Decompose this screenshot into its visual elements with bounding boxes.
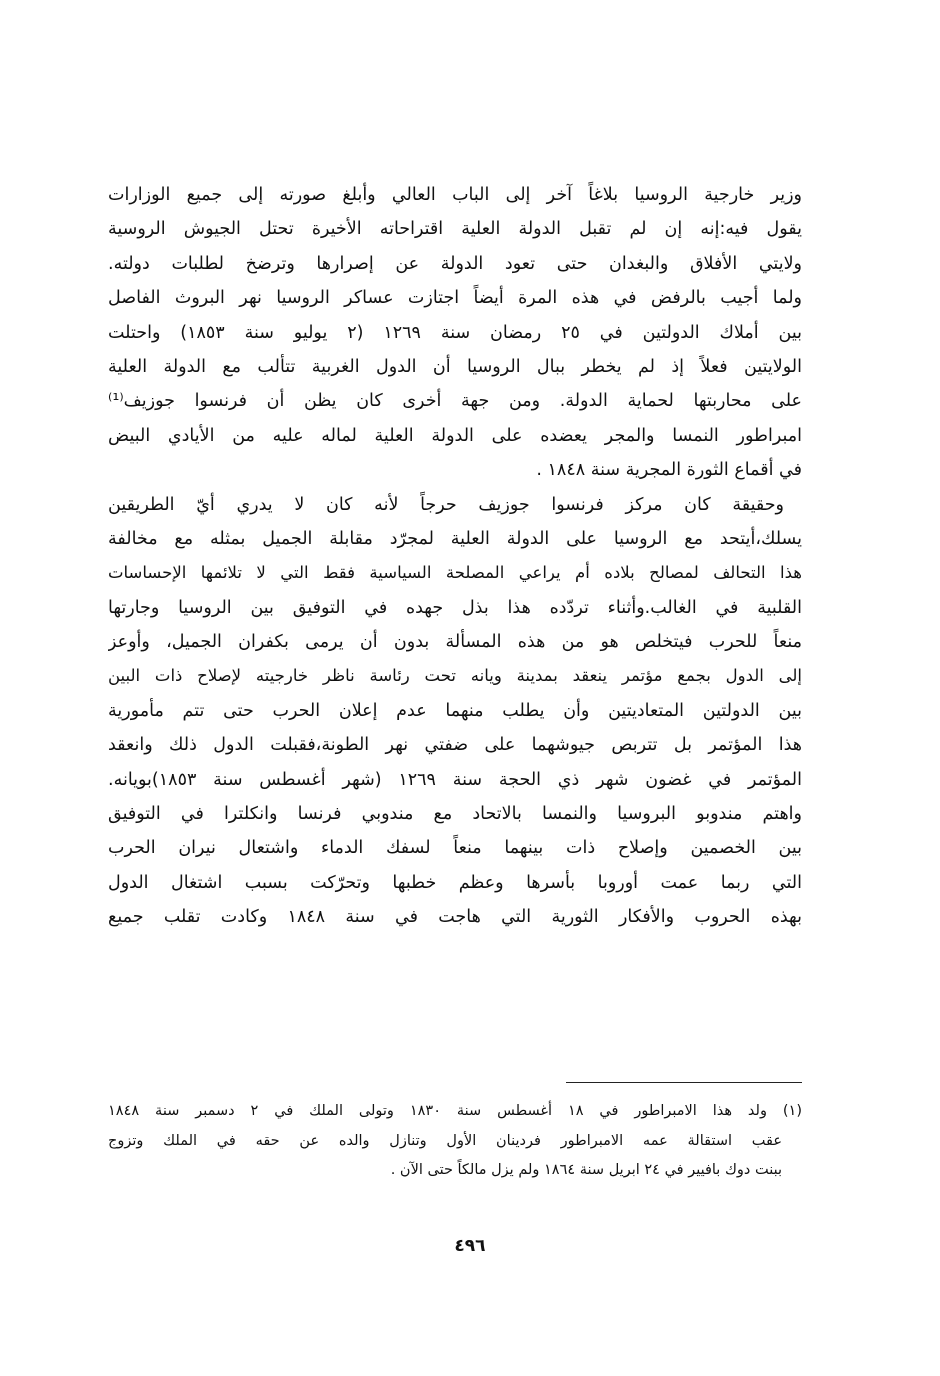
text-line: يقول فيه:إنه إن لم تقبل الدولة العلية اقتراحاته الأخيرة تحتل الجيوش الروسية	[108, 219, 802, 240]
text-line: بين الدولتين المتعاديتين وأن يطلب منهما عدم إعلان الحرب حتى تتم مأمورية	[108, 700, 802, 721]
footnotes	[108, 1097, 802, 1186]
text-line: منعاً للحرب فيتخلص هو من هذه المسألة بدون أن يرمى بكفران الجميل، وأوعز	[108, 632, 802, 653]
text-line: وحقيقة كان مركز فرنسوا جوزيف حرجاً لأنه كان لا يدري أيّ الطريقين	[108, 494, 784, 515]
text-line: ولما أجيب بالرفض في هذه المرة أيضاً اجتازت عساكر الروسيا نهر البروث الفاصل	[108, 288, 802, 309]
text-line: ولايتي الأفلاق والبغدان حتى تعود الدولة عن إصرارها وترضخ لطلبات دولته.	[108, 253, 802, 274]
text-line: الولايتين فعلاً إذ لم يخطر ببال الروسيا أن الدول الغربية تتألب مع الدولة العلية	[108, 356, 802, 377]
footnote-divider	[566, 1082, 802, 1083]
text-line: إلى الدول بجمع مؤتمر ينعقد بمدينة ويانه تحت رئاسة ناظر خارجيته لإصلاح ذات البين	[108, 666, 802, 686]
text-line: القلبية في الغالب.وأثناء تردّده هذا بذل جهده في التوفيق بين الروسيا وجارتها	[108, 597, 802, 618]
text-line: على محاربتها لحماية الدولة. ومن جهة أخرى كان يظن أن فرنسوا جوزيف⁽¹⁾	[108, 391, 802, 412]
text-line: هذا التحالف لمصالح بلاده أم يراعي المصلحة السياسية فقط التي لا تلائمها الإحساسات	[108, 563, 802, 583]
text-line: امبراطور النمسا والمجر يعضده على الدولة العلية لماله عليه من الأيادي البيض	[108, 425, 802, 446]
text-line: وزير خارجية الروسيا بلاغاً آخر إلى الباب العالي وأبلغ صورته إلى جميع الوزارات	[108, 185, 802, 205]
footnote-line: (١) ولد هذا الامبراطور في ١٨ أغسطس سنة ١٨٣٠ وتولى الملك في ٢ دسمبر سنة ١٨٤٨	[108, 1103, 802, 1119]
text-line: في أقماع الثورة المجرية سنة ١٨٤٨ .	[536, 460, 802, 481]
text-line: يسلك،أيتحد مع الروسيا على الدولة العلية لمجرّد مقابلة الجميل بمثله مع مخالفة	[108, 528, 802, 549]
text-line: بين الخصمين وإصلاح ذات بينهما منعاً لسفك الدماء واشتعال نيران الحرب	[108, 838, 802, 859]
text-line: هذا المؤتمر بل تتربص جيوشهما على ضفتي نهر الطونة،فقبلت الدول ذلك وانعقد	[108, 735, 802, 756]
text-line: بهذه الحروب والأفكار الثورية التي هاجت في سنة ١٨٤٨ وكادت تقلب جميع	[108, 907, 802, 928]
text-line: واهتم مندوبو البروسيا والنمسا بالاتحاد مع مندوبي فرنسا وانكلترا في التوفيق	[108, 804, 802, 825]
text-line: التي ربما عمت أوروبا بأسرها وعظم خطبها وتحرّكت بسبب اشتغال الدول	[108, 872, 802, 893]
body-text	[108, 178, 802, 935]
footnote-line: عقب استقالة عمه الامبراطور فردينان الأول وتنازل والده عن حقه في الملك وتزوج	[108, 1132, 782, 1149]
text-line: المؤتمر في غضون شهر ذي الحجة سنة ١٢٦٩ (شهر أغسطس سنة ١٨٥٣)بويانه.	[108, 769, 802, 790]
text-line: بين أملاك الدولتين في ٢٥ رمضان سنة ١٢٦٩ (٢ يوليو سنة ١٨٥٣) واحتلت	[108, 322, 802, 343]
footnote-line: ببنت دوك بافيير في ٢٤ ابريل سنة ١٨٦٤ ولم يزل مالكاً حتى الآن .	[390, 1162, 782, 1178]
page-number: ٤٩٦	[454, 1236, 486, 1256]
